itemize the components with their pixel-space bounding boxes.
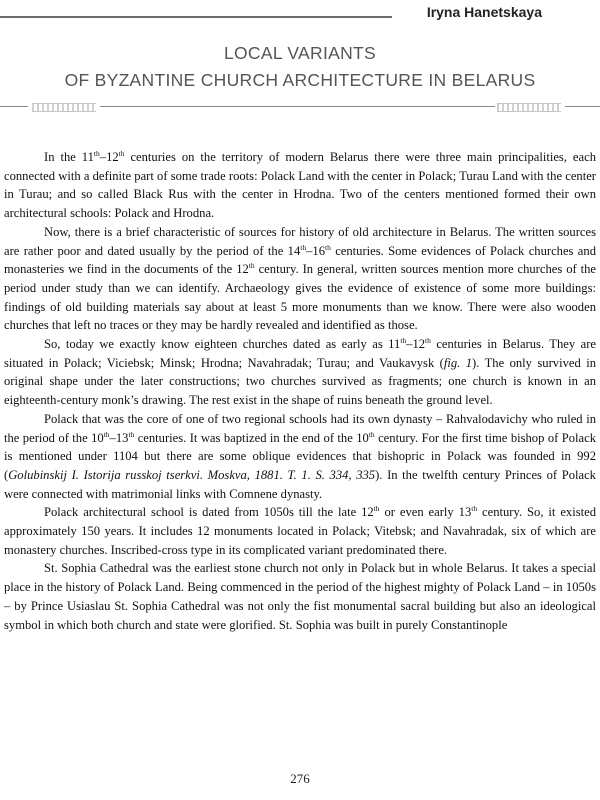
article-title bbox=[0, 40, 600, 94]
ornament-mark-right bbox=[497, 103, 561, 112]
article-body bbox=[4, 148, 596, 634]
paragraph-6: St. Sophia Cathedral was the earliest stone church not only in Polack but in whole Belarus. It takes a special place in the history of Polack Land. Being commenced in the period of the highest mighty of Polack Land – in 1050s – by Prince Usiaslau St. Sophia Cathedral was not only the fist monumental sacral building but also an ideological symbol in which both church and state were glorified. St. Sophia was built in purely Constantinople bbox=[4, 561, 596, 632]
page-number: 276 bbox=[290, 771, 310, 786]
article-title-line-1: LOCAL VARIANTS bbox=[223, 43, 377, 63]
ornament-line-middle bbox=[100, 106, 495, 107]
ornament-line-right bbox=[565, 106, 600, 107]
paragraph-5: Polack architectural school is dated from 1050s till the late 12th or even early 13th century. So, it existed approximately 150 years. It includes 12 monuments located in Polack; Vitebsk; and Navahradak, six of which are monastery churches. Inscribed-cross type in its complicated variant predominated there. bbox=[4, 504, 596, 557]
ornament-mark-left bbox=[32, 103, 96, 112]
ornament-line-left bbox=[0, 106, 28, 107]
citation: Golubinskij I. Istorija russkoj tserkvi. Moskva, 1881. T. 1. S. 334, 335 bbox=[8, 467, 376, 482]
figure-reference: fig. 1 bbox=[443, 355, 473, 370]
paragraph-3: So, today we exactly know eighteen churches dated as early as 11th–12th centuries in Belarus. They are situated in Polack; Viciebsk; Minsk; Hrodna; Navahradak; Turau; and Vaukavysk (fig. 1). The only survived in original shape under the later constructions; two churches survived as fragments; one church is known in an eighteenth-century monk’s drawing. The rest exist in the shape of ruins beneath the ground level. bbox=[4, 336, 596, 408]
article-title-line-2: OF BYZANTINE CHURCH ARCHITECTURE IN BELARUS bbox=[64, 70, 536, 90]
paragraph-4: Polack that was the core of one of two regional schools had its own dynasty – Rahvalodavichy who ruled in the period of the 10th–13th centuries. It was baptized in the end of the 10th century. For the first time bishop of Polack is mentioned under 1104 but there are some oblique evidences that bishopric in Polack was founded in 992 (Golubinskij I. Istorija russkoj tserkvi. Moskva, 1881. T. 1. S. 334, 335). In the twelfth century Princes of Polack were connected with matrimonial links with Comnene dynasty. bbox=[4, 411, 597, 501]
ornamental-rule bbox=[0, 100, 600, 114]
paragraph-1: In the 11th–12th centuries on the territory of modern Belarus there were three main principalities, each connected with a definite part of some trade roots: Polack Land with the center in Polack; Turau Land with the center in Turau; and so called Black Rus with the center in Hrodna. Two of the centers mentioned formed their own architectural schools: Polack and Hrodna. bbox=[4, 149, 596, 221]
header-rule bbox=[0, 16, 392, 18]
running-header-author: Iryna Hanetskaya bbox=[426, 4, 542, 20]
paragraph-2: Now, there is a brief characteristic of sources for history of old architecture in Belarus. The written sources are rather poor and dated usually by the period of the 14th–16th centuries. Some evidences of Polack churches and monasteries we find in the documents of the 12th century. In general, written sources mention more churches of the period under study than we can identify. Archaeology gives the evidence of existence of some more buildings: findings of old building materials say about at least 5 more monuments than we know. There were also wooden churches that left no traces or they may be hardly revealed and identified as those. bbox=[4, 224, 596, 333]
